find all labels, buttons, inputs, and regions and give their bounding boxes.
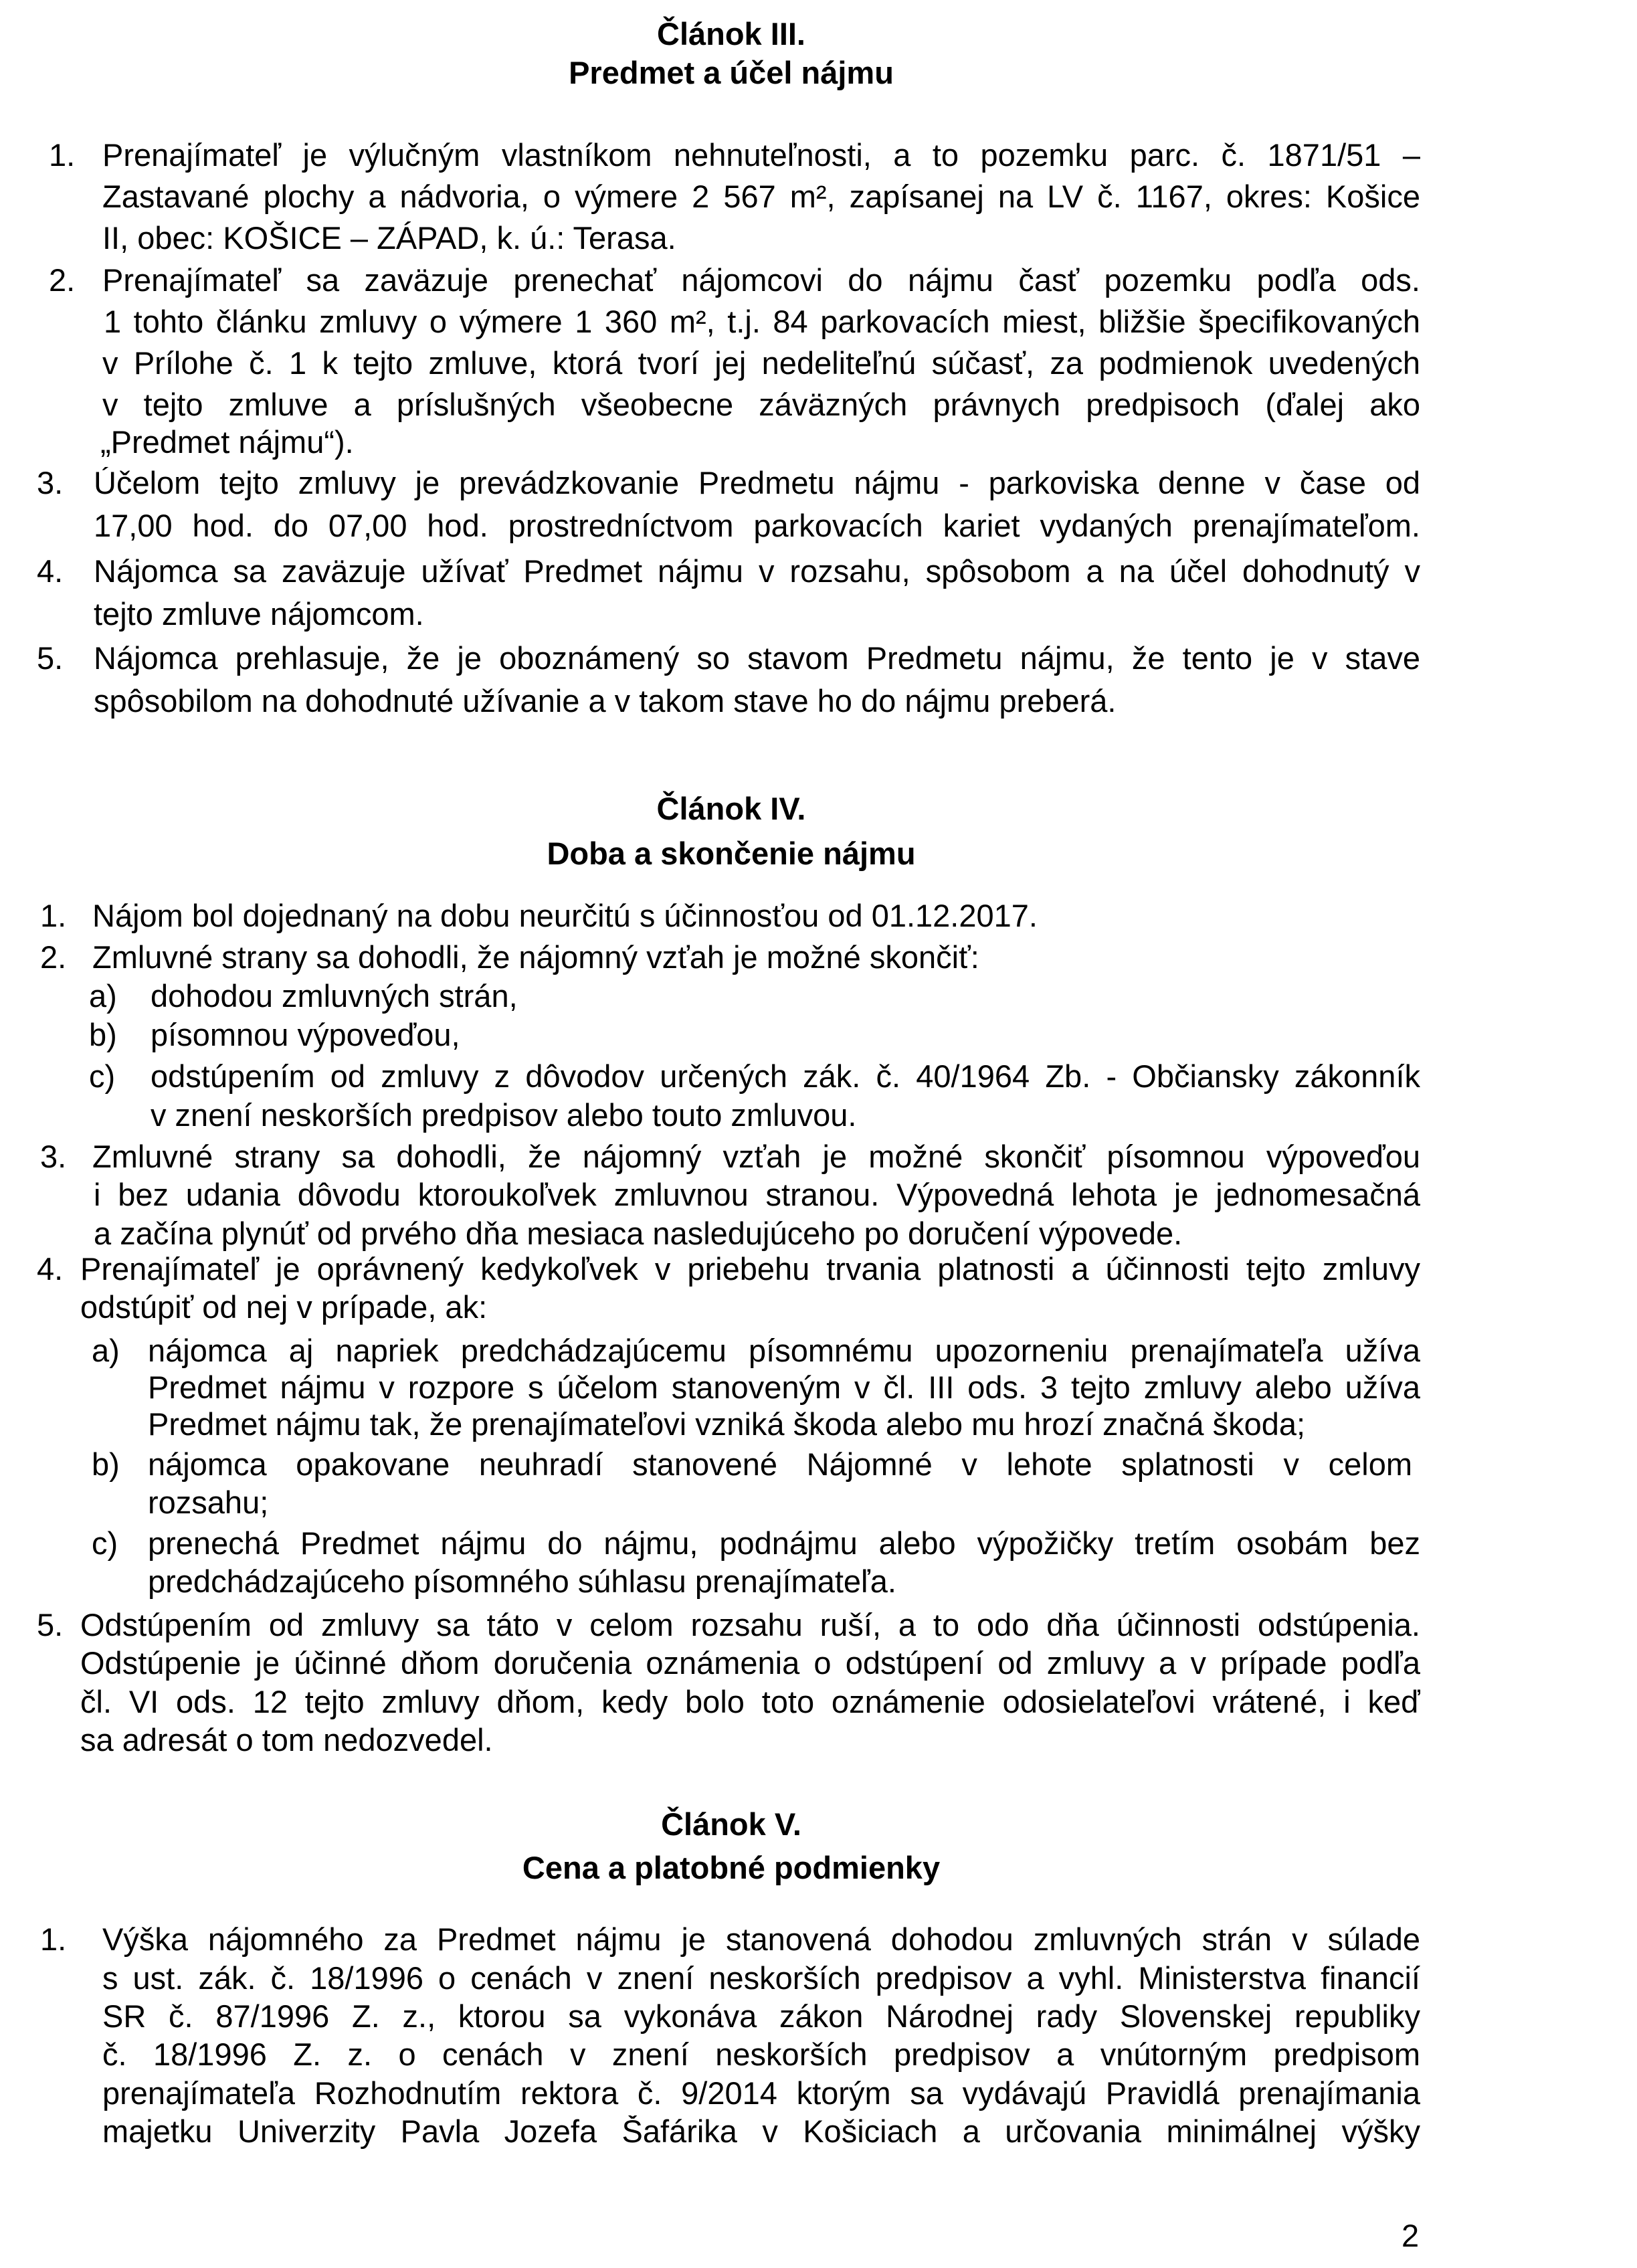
article-4-item-2-sub-c-line-1: odstúpením od zmluvy z dôvodov určených zák. č. 40/1964 Zb. - Občiansky zákonník: [151, 1060, 1420, 1094]
article-3-item-4-number: 4.: [37, 553, 64, 589]
article-5-item-1-line-6: majetku Univerzity Pavla Jozefa Šafárika v Košiciach a určovania minimálnej výšky: [102, 2115, 1420, 2149]
article-4-item-2-sub-b-letter: b): [89, 1017, 117, 1052]
article-4-item-3-line-1: Zmluvné strany sa dohodli, že nájomný vzťah je možné skončiť písomnou výpoveďou: [92, 1141, 1420, 1174]
article-4-item-2-sub-c-line-2: v znení neskorších predpisov alebo touto zmluvou.: [151, 1097, 857, 1133]
article-4-item-4-sub-a-line-1: nájomca aj napriek predchádzajúcemu písomnému upozorneniu prenajímateľa užíva: [148, 1335, 1420, 1368]
article-5-item-1-number: 1.: [40, 1921, 67, 1957]
article-3-item-4-line-2: tejto zmluve nájomcom.: [94, 596, 424, 632]
article-4-item-5-number: 5.: [37, 1607, 64, 1642]
article-4-item-1-number: 1.: [40, 898, 67, 933]
article-4-item-5-line-2: Odstúpenie je účinné dňom doručenia oznámenia o odstúpení od zmluvy a v prípade podľa: [80, 1647, 1420, 1681]
article-4-item-2-sub-a-line-1: dohodou zmluvných strán,: [151, 978, 518, 1014]
article-3-title: Článok III.: [657, 16, 805, 52]
article-4-item-4-sub-c-line-1: prenechá Predmet nájmu do nájmu, podnájmu alebo výpožičky tretím osobám bez: [148, 1527, 1420, 1561]
article-4-item-4-sub-a-letter: a): [92, 1333, 120, 1368]
article-5-item-1-line-2: s ust. zák. č. 18/1996 o cenách v znení neskorších predpisov a vyhl. Ministerstva financií: [102, 1962, 1420, 1996]
article-5-item-1-line-1: Výška nájomného za Predmet nájmu je stanovená dohodou zmluvných strán v súlade: [102, 1923, 1420, 1957]
article-5-item-1-line-3: SR č. 87/1996 Z. z., ktorou sa vykonáva zákon Národnej rady Slovenskej republiky: [102, 2000, 1420, 2034]
article-5-title: Článok V.: [661, 1806, 801, 1842]
article-4-subtitle: Doba a skončenie nájmu: [547, 836, 916, 871]
article-4-item-5-line-3: čl. VI ods. 12 tejto zmluvy dňom, kedy bolo toto oznámenie odosielateľovi vrátené, i keď: [80, 1686, 1420, 1719]
article-3-item-2-line-2: 1 tohto článku zmluvy o výmere 1 360 m², t.j. 84 parkovacích miest, bližšie špecifikovaných: [104, 306, 1420, 339]
article-3-item-2-line-1: Prenajímateľ sa zaväzuje prenechať nájomcovi do nájmu časť pozemku podľa ods.: [102, 264, 1420, 298]
article-4-item-2-number: 2.: [40, 939, 67, 975]
article-3-item-3-line-1: Účelom tejto zmluvy je prevádzkovanie Predmetu nájmu - parkoviska denne v čase od: [94, 467, 1420, 500]
article-4-item-2-sub-b-line-1: písomnou výpoveďou,: [151, 1017, 460, 1052]
article-3-item-5-line-2: spôsobilom na dohodnuté užívanie a v takom stave ho do nájmu preberá.: [94, 683, 1117, 719]
article-4-item-3-line-2: i bez udania dôvodu ktoroukoľvek zmluvnou stranou. Výpovedná lehota je jednomesačná: [94, 1179, 1420, 1212]
article-4-item-5-line-1: Odstúpením od zmluvy sa táto v celom rozsahu ruší, a to odo dňa účinnosti odstúpenia.: [80, 1609, 1420, 1642]
article-5-subtitle: Cena a platobné podmienky: [522, 1850, 941, 1885]
article-5-item-1-line-4: č. 18/1996 Z. z. o cenách v znení neskorších predpisov a vnútorným predpisom: [102, 2039, 1420, 2072]
article-3-item-1-line-2: Zastavané plochy a nádvoria, o výmere 2 567 m², zapísanej na LV č. 1167, okres: Košice: [102, 181, 1420, 214]
article-4-item-3-number: 3.: [40, 1139, 67, 1174]
article-4-item-4-sub-a-line-3: Predmet nájmu tak, že prenajímateľovi vzniká škoda alebo mu hrozí značná škoda;: [148, 1406, 1306, 1442]
page-number: 2: [1402, 2218, 1420, 2253]
article-4-item-4-sub-b-line-1: nájomca opakovane neuhradí stanovené Nájomné v lehote splatnosti v celom: [148, 1448, 1412, 1482]
article-4-item-3-line-3: a začína plynúť od prvého dňa mesiaca nasledujúceho po doručení výpovede.: [94, 1216, 1183, 1251]
article-4-item-1-line-1: Nájom bol dojednaný na dobu neurčitú s účinnosťou od 01.12.2017.: [92, 898, 1038, 933]
article-4-item-4-sub-c-line-2: predchádzajúceho písomného súhlasu prenajímateľa.: [148, 1564, 896, 1599]
article-4-item-5-line-4: sa adresát o tom nedozvedel.: [80, 1722, 493, 1758]
article-3-item-2-line-5: „Predmet nájmu“).: [100, 424, 354, 460]
article-3-item-2-line-3: v Prílohe č. 1 k tejto zmluve, ktorá tvorí jej nedeliteľnú súčasť, za podmienok uvedených: [102, 347, 1420, 381]
article-3-subtitle: Predmet a účel nájmu: [569, 55, 894, 90]
article-3-item-2-line-4: v tejto zmluve a príslušných všeobecne záväzných právnych predpisoch (ďalej ako: [102, 389, 1420, 422]
article-4-item-4-sub-b-line-2: rozsahu;: [148, 1485, 269, 1520]
article-4-item-4-sub-c-letter: c): [92, 1525, 118, 1561]
article-4-item-4-sub-a-line-2: Predmet nájmu v rozpore s účelom stanoveným v čl. III ods. 3 tejto zmluvy alebo užíva: [148, 1372, 1420, 1405]
article-3-item-4-line-1: Nájomca sa zaväzuje užívať Predmet nájmu v rozsahu, spôsobom a na účel dohodnutý v: [94, 555, 1420, 589]
article-3-item-3-line-2: 17,00 hod. do 07,00 hod. prostredníctvom parkovacích kariet vydaných prenajímateľom.: [94, 510, 1420, 543]
article-4-item-4-line-2: odstúpiť od nej v prípade, ak:: [80, 1289, 488, 1325]
article-4-item-2-sub-a-letter: a): [89, 978, 117, 1014]
article-4-item-2-line-1: Zmluvné strany sa dohodli, že nájomný vzťah je možné skončiť:: [92, 939, 979, 975]
article-5-item-1-line-5: prenajímateľa Rozhodnutím rektora č. 9/2014 ktorým sa vydávajú Pravidlá prenajímania: [102, 2077, 1420, 2111]
article-4-item-4-line-1: Prenajímateľ je oprávnený kedykoľvek v priebehu trvania platnosti a účinnosti tejto zmluvy: [80, 1253, 1420, 1287]
article-4-item-4-sub-b-letter: b): [92, 1446, 120, 1482]
article-3-item-1-number: 1.: [49, 137, 76, 173]
article-3-item-5-number: 5.: [37, 640, 64, 676]
article-4-item-2-sub-c-letter: c): [89, 1058, 116, 1094]
article-3-item-5-line-1: Nájomca prehlasuje, že je oboznámený so stavom Predmetu nájmu, že tento je v stave: [94, 642, 1420, 676]
article-4-title: Článok IV.: [656, 791, 806, 826]
article-3-item-1-line-1: Prenajímateľ je výlučným vlastníkom nehnuteľnosti, a to pozemku parc. č. 1871/51 –: [102, 139, 1420, 173]
article-3-item-3-number: 3.: [37, 465, 64, 500]
article-3-item-2-number: 2.: [49, 262, 76, 298]
article-3-item-1-line-3: II, obec: KOŠICE – ZÁPAD, k. ú.: Terasa.: [102, 220, 676, 256]
article-4-item-4-number: 4.: [37, 1251, 64, 1287]
